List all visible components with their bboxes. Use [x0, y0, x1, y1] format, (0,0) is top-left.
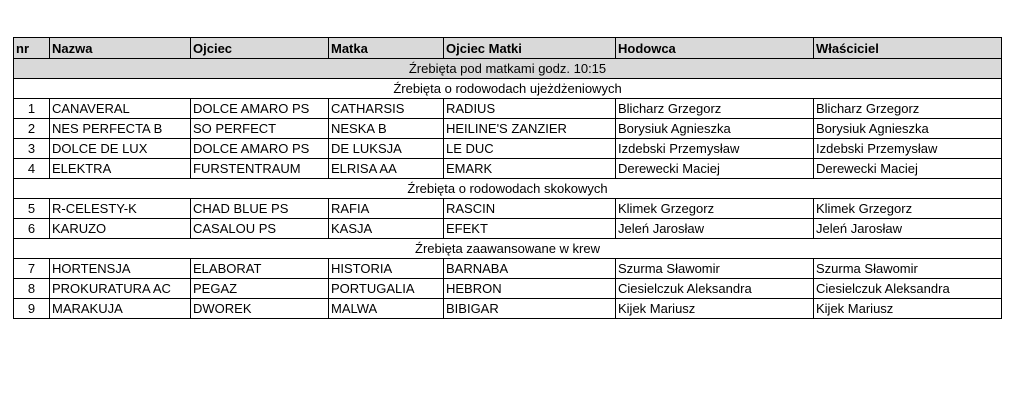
- cell-wlasciciel: Ciesielczuk Aleksandra: [814, 279, 1002, 299]
- table-row: [14, 219, 1002, 239]
- cell-hodowca: Szurma Sławomir: [616, 259, 814, 279]
- cell-nr: 4: [14, 159, 50, 179]
- cell-nazwa: KARUZO: [50, 219, 191, 239]
- table-row: [14, 259, 1002, 279]
- title-row-label: Źrebięta pod matkami godz. 10:15: [14, 59, 1002, 79]
- header-matka: Matka: [329, 38, 444, 59]
- title-row: [14, 59, 1002, 79]
- table-body: [14, 59, 1002, 319]
- cell-matka: DE LUKSJA: [329, 139, 444, 159]
- cell-matka: CATHARSIS: [329, 99, 444, 119]
- cell-ojciec-matki: RASCIN: [444, 199, 616, 219]
- section-row: [14, 239, 1002, 259]
- table-row: [14, 199, 1002, 219]
- cell-matka: ELRISA AA: [329, 159, 444, 179]
- cell-hodowca: Izdebski Przemysław: [616, 139, 814, 159]
- cell-nr: 7: [14, 259, 50, 279]
- cell-matka: PORTUGALIA: [329, 279, 444, 299]
- header-row: [14, 38, 1002, 59]
- cell-ojciec-matki: RADIUS: [444, 99, 616, 119]
- cell-wlasciciel: Jeleń Jarosław: [814, 219, 1002, 239]
- table-row: [14, 99, 1002, 119]
- cell-hodowca: Blicharz Grzegorz: [616, 99, 814, 119]
- cell-nr: 5: [14, 199, 50, 219]
- cell-wlasciciel: Derewecki Maciej: [814, 159, 1002, 179]
- cell-ojciec: SO PERFECT: [191, 119, 329, 139]
- cell-nr: 1: [14, 99, 50, 119]
- section-title: Źrebięta zaawansowane w krew: [14, 239, 1002, 259]
- header-ojciec-matki: Ojciec Matki: [444, 38, 616, 59]
- cell-ojciec-matki: EMARK: [444, 159, 616, 179]
- cell-nazwa: PROKURATURA AC: [50, 279, 191, 299]
- cell-nazwa: R-CELESTY-K: [50, 199, 191, 219]
- cell-ojciec: ELABORAT: [191, 259, 329, 279]
- cell-matka: RAFIA: [329, 199, 444, 219]
- cell-ojciec-matki: LE DUC: [444, 139, 616, 159]
- cell-matka: NESKA B: [329, 119, 444, 139]
- cell-wlasciciel: Kijek Mariusz: [814, 299, 1002, 319]
- cell-nazwa: MARAKUJA: [50, 299, 191, 319]
- cell-nr: 9: [14, 299, 50, 319]
- cell-ojciec-matki: BARNABA: [444, 259, 616, 279]
- cell-wlasciciel: Szurma Sławomir: [814, 259, 1002, 279]
- header-ojciec: Ojciec: [191, 38, 329, 59]
- section-row: [14, 179, 1002, 199]
- cell-ojciec: PEGAZ: [191, 279, 329, 299]
- cell-hodowca: Jeleń Jarosław: [616, 219, 814, 239]
- horse-table: [13, 37, 1002, 319]
- cell-ojciec-matki: HEBRON: [444, 279, 616, 299]
- cell-hodowca: Ciesielczuk Aleksandra: [616, 279, 814, 299]
- cell-ojciec: CASALOU PS: [191, 219, 329, 239]
- cell-ojciec-matki: HEILINE'S ZANZIER: [444, 119, 616, 139]
- cell-ojciec: DWOREK: [191, 299, 329, 319]
- cell-nazwa: ELEKTRA: [50, 159, 191, 179]
- cell-nazwa: CANAVERAL: [50, 99, 191, 119]
- cell-ojciec: DOLCE AMARO PS: [191, 139, 329, 159]
- table-row: [14, 119, 1002, 139]
- cell-ojciec-matki: EFEKT: [444, 219, 616, 239]
- cell-hodowca: Derewecki Maciej: [616, 159, 814, 179]
- section-title: Źrebięta o rodowodach ujeżdżeniowych: [14, 79, 1002, 99]
- header-hodowca: Hodowca: [616, 38, 814, 59]
- cell-matka: MALWA: [329, 299, 444, 319]
- cell-ojciec: FURSTENTRAUM: [191, 159, 329, 179]
- cell-wlasciciel: Borysiuk Agnieszka: [814, 119, 1002, 139]
- cell-hodowca: Klimek Grzegorz: [616, 199, 814, 219]
- table-row: [14, 279, 1002, 299]
- section-title: Źrebięta o rodowodach skokowych: [14, 179, 1002, 199]
- cell-nr: 2: [14, 119, 50, 139]
- cell-hodowca: Borysiuk Agnieszka: [616, 119, 814, 139]
- cell-nazwa: DOLCE DE LUX: [50, 139, 191, 159]
- header-nr: nr: [14, 38, 50, 59]
- cell-wlasciciel: Blicharz Grzegorz: [814, 99, 1002, 119]
- table-row: [14, 139, 1002, 159]
- cell-matka: KASJA: [329, 219, 444, 239]
- section-row: [14, 79, 1002, 99]
- table-row: [14, 159, 1002, 179]
- table-header: [14, 38, 1002, 59]
- cell-wlasciciel: Izdebski Przemysław: [814, 139, 1002, 159]
- cell-wlasciciel: Klimek Grzegorz: [814, 199, 1002, 219]
- cell-hodowca: Kijek Mariusz: [616, 299, 814, 319]
- header-nazwa: Nazwa: [50, 38, 191, 59]
- cell-ojciec: DOLCE AMARO PS: [191, 99, 329, 119]
- header-wlasciciel: Właściciel: [814, 38, 1002, 59]
- cell-nr: 3: [14, 139, 50, 159]
- cell-nazwa: HORTENSJA: [50, 259, 191, 279]
- cell-ojciec: CHAD BLUE PS: [191, 199, 329, 219]
- cell-nazwa: NES PERFECTA B: [50, 119, 191, 139]
- cell-matka: HISTORIA: [329, 259, 444, 279]
- cell-nr: 6: [14, 219, 50, 239]
- cell-nr: 8: [14, 279, 50, 299]
- table-row: [14, 299, 1002, 319]
- cell-ojciec-matki: BIBIGAR: [444, 299, 616, 319]
